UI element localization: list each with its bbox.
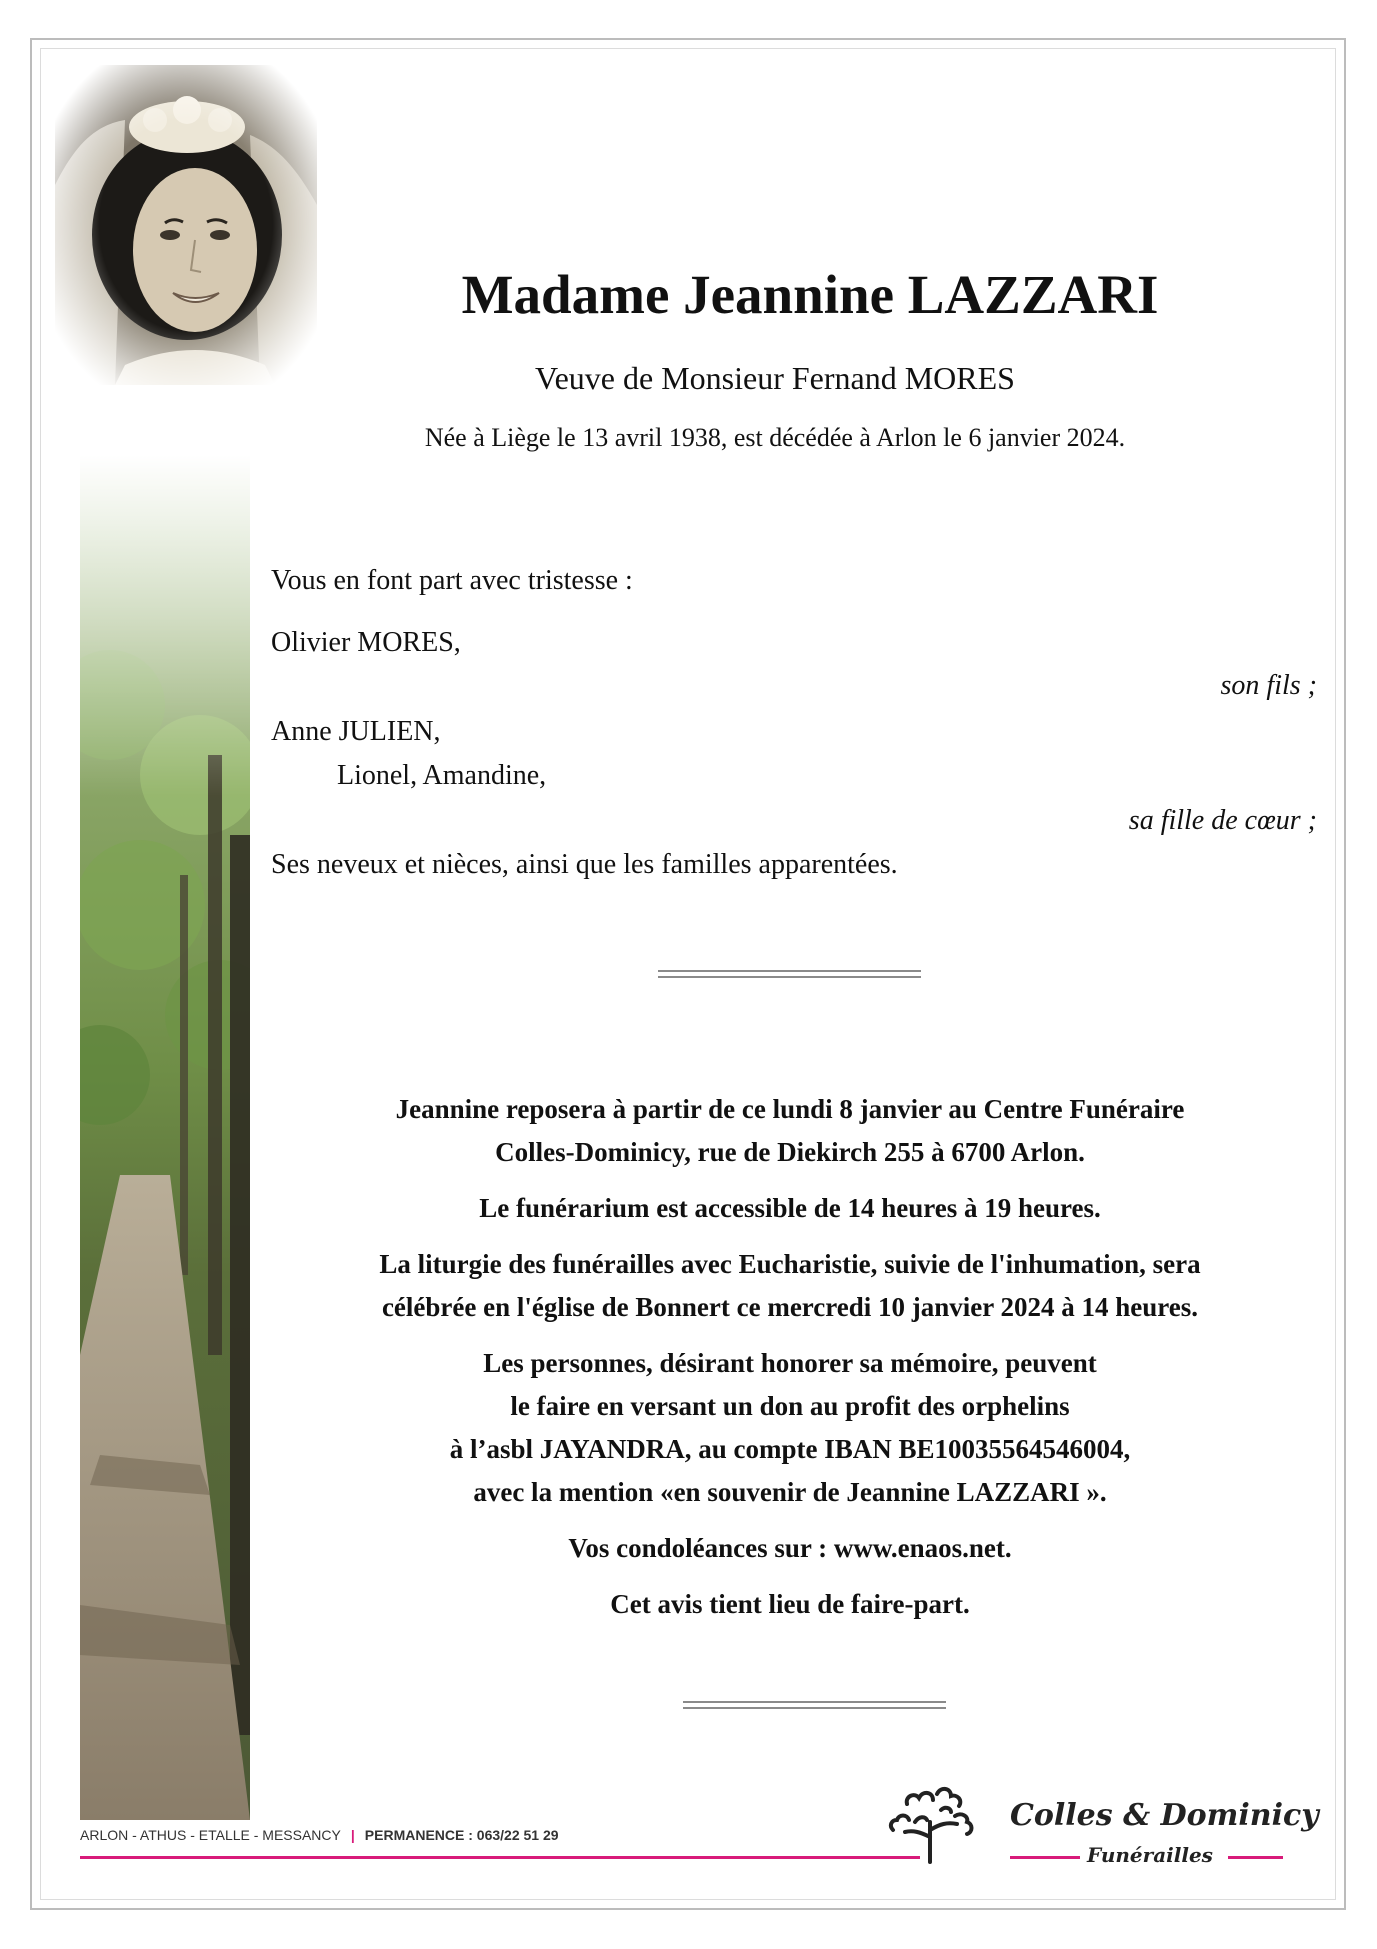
footer-separator: | [350,1827,355,1843]
family-line-grandchildren: Lionel, Amandine, [337,760,547,791]
info-line-notice: Cet avis tient lieu de faire-part. [610,1589,970,1619]
tree-logo-icon [885,1782,985,1864]
family-line-son: Olivier MORES, [271,627,461,658]
forest-path-image [80,455,250,1820]
info-line-address: Colles-Dominicy, rue de Diekirch 255 à 6700 Arlon. [495,1137,1085,1167]
funeral-info [290,1088,1290,1639]
family-line-daughter: Anne JULIEN, [271,716,441,747]
portrait-photo [55,65,317,385]
info-line-church: célébrée en l'église de Bonnert ce mercredi 10 janvier 2024 à 14 heures. [381,1292,1199,1322]
info-line-donation-2: le faire en versant un don au profit des orphelins [510,1391,1070,1421]
footer-permanence: PERMANENCE : 063/22 51 29 [364,1827,559,1843]
family-line-relatives: Ses neveux et nièces, ainsi que les familles apparentées. [271,849,898,880]
divider-top [658,970,921,978]
info-line-liturgy: La liturgie des funérailles avec Eucharistie, suivie de l'inhumation, sera [379,1249,1201,1279]
deceased-name: Madame Jeannine LAZZARI [461,264,1159,325]
info-line-hours: Le funérarium est accessible de 14 heures à 19 heures. [479,1193,1101,1223]
family-role-daughter: sa fille de cœur ; [1128,805,1317,836]
brand-name: Colles & Dominicy [1010,1798,1319,1833]
brand-accent-line-right [1228,1856,1283,1859]
info-line-donation-3: à l’asbl JAYANDRA, au compte IBAN BE10035564546004, [449,1434,1131,1464]
family-intro: Vous en font part avec tristesse : [271,565,633,596]
spouse-line: Veuve de Monsieur Fernand MORES [535,360,1015,396]
brand-subtitle: Funérailles [1087,1843,1213,1867]
footer-locations: ARLON - ATHUS - ETALLE - MESSANCY [80,1827,341,1843]
info-line-donation-4: avec la mention «en souvenir de Jeannine LAZZARI ». [473,1477,1107,1507]
info-line-donation-1: Les personnes, désirant honorer sa mémoire, peuvent [483,1348,1097,1378]
footer-contact [80,1827,559,1843]
footer-accent-line [80,1856,920,1859]
family-role-son: son fils ; [1220,670,1317,701]
info-line-condolences: Vos condoléances sur : www.enaos.net. [568,1533,1012,1563]
birth-death-dates: Née à Liège le 13 avril 1938, est décédée à Arlon le 6 janvier 2024. [424,423,1126,452]
info-line-reposera: Jeannine reposera à partir de ce lundi 8 janvier au Centre Funéraire [395,1094,1185,1124]
divider-bottom [683,1701,946,1709]
brand-accent-line-left [1010,1856,1080,1859]
